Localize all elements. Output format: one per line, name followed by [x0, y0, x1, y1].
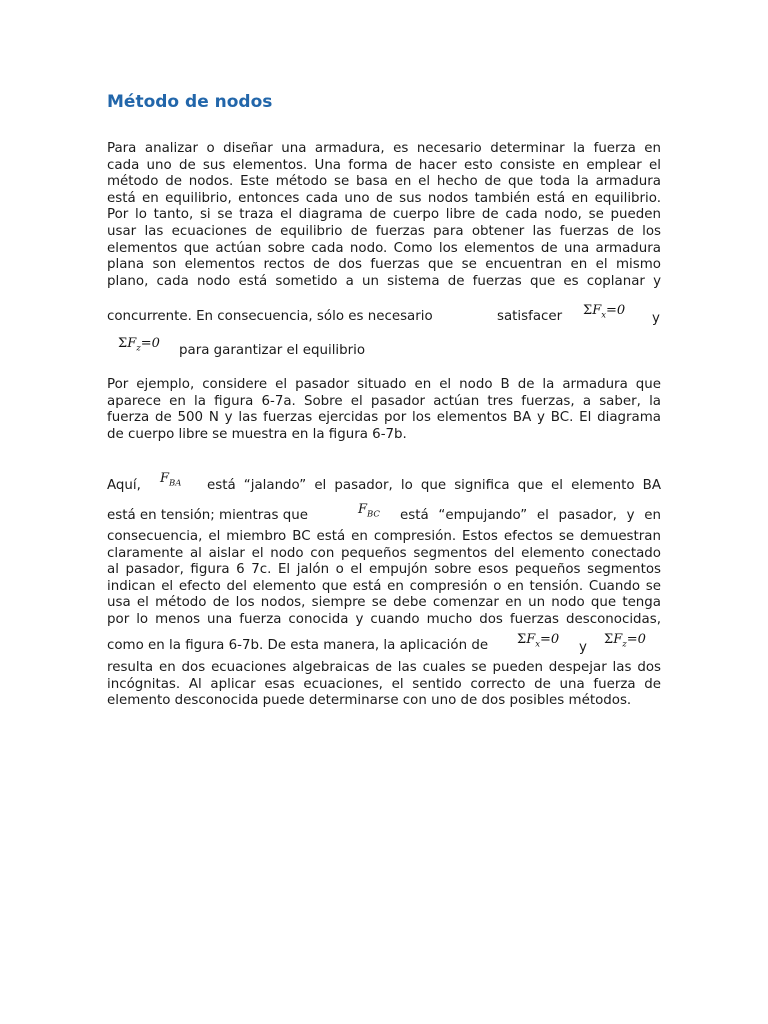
p2-line-2: aparece en la figura 6-7a. Sobre el pasador actúan tres fuerzas, a saber, la	[107, 393, 661, 409]
p3-line-1-text: está “jalando” el pasador, lo que significa que el elemento BA	[207, 478, 661, 493]
p1-line-10-text: concurrente. En consecuencia, sólo es necesario	[107, 309, 433, 324]
p1-line-4: está en equilibrio, entonces cada uno de sus nodos también está en equilibrio.	[107, 190, 661, 206]
p3-line-5: al pasador, figura 6 7c. El jalón o el empujón sobre esos pequeños segmentos	[107, 562, 661, 578]
equation-sum-fz: $\Sigma F_z=0$	[118, 336, 160, 354]
p3-aqui: Aquí,	[107, 478, 141, 493]
p1-line-5: Por lo tanto, si se traza el diagrama de cuerpo libre de cada nodo, se pueden	[107, 207, 661, 223]
paragraph-3-tail	[107, 660, 661, 710]
p1-line-2: cada uno de sus elementos. Una forma de hacer esto consiste en emplear el	[107, 157, 661, 173]
p3-line-3: consecuencia, el miembro BC está en compresión. Estos efectos se demuestran	[107, 529, 661, 544]
equation-sum-fx: $\Sigma F_x=0$	[583, 303, 626, 321]
equation-f-bc: $F_{BC}$	[358, 502, 380, 520]
equation-sum-fx-2: $\Sigma F_x=0$	[517, 632, 560, 650]
p1-satisfacer: satisfacer	[497, 309, 563, 324]
p2-line-1: Por ejemplo, considere el pasador situado en el nodo B de la armadura que	[107, 377, 661, 392]
equation-f-ba: $F_{BA}$	[160, 471, 182, 489]
p3-line-8: por lo menos una fuerza conocida y cuando mucho dos fuerzas desconocidas,	[107, 611, 661, 627]
p1-conjunction-y: y	[652, 311, 660, 326]
equation-sum-fz-2: $\Sigma F_z=0$	[604, 632, 646, 650]
paragraph-3-body	[107, 529, 661, 629]
p3-tail-line-2: incógnitas. Al aplicar esas ecuaciones, el sentido correcto de una fuerza de	[107, 676, 661, 692]
p1-line-6: usar las ecuaciones de equilibrio de fuerzas para obtener las fuerzas de los	[107, 223, 661, 239]
p2-line-4: de cuerpo libre se muestra en la figura 6-7b.	[107, 426, 407, 442]
paragraph-1	[107, 141, 661, 290]
p3-line-7: usa el método de los nodos, siempre se debe comenzar en un nodo que tenga	[107, 595, 661, 611]
paragraph-2	[107, 377, 661, 443]
p1-line-1: Para analizar o diseñar una armadura, es necesario determinar la fuerza en	[107, 141, 661, 156]
p3-line-2-text: está en tensión; mientras que	[107, 508, 308, 523]
p1-line-7: elementos que actúan sobre cada nodo. Como los elementos de una armadura	[107, 240, 661, 256]
p1-line-9: plano, cada nodo está sometido a un sistema de fuerzas que es coplanar y	[107, 273, 661, 289]
page-title: Método de nodos	[107, 92, 273, 112]
p3-tail-line-1: resulta en dos ecuaciones algebraicas de las cuales se pueden despejar las dos	[107, 660, 661, 675]
p3-line-6: indican el efecto del elemento que está en compresión o en tensión. Cuando se	[107, 578, 661, 594]
p2-line-3: fuerza de 500 N y las fuerzas ejercidas por los elementos BA y BC. El diagrama	[107, 410, 661, 426]
p3-tail-line-3: elemento desconocida puede determinarse con uno de dos posibles métodos.	[107, 693, 632, 709]
p3-line-9-text: como en la figura 6-7b. De esta manera, la aplicación de	[107, 638, 489, 653]
p1-line-11-text: para garantizar el equilibrio	[179, 343, 366, 358]
p1-line-8: plana son elementos rectos de dos fuerzas que se encuentran en el mismo	[107, 257, 661, 273]
p3-conjunction-y: y	[579, 640, 587, 655]
p1-line-3: método de nodos. Este método se basa en el hecho de que toda la armadura	[107, 174, 661, 190]
p3-line-2-rest: está “empujando” el pasador, y en	[400, 508, 661, 523]
p3-line-4: claramente al aislar el nodo con pequeños segmentos del elemento conectado	[107, 545, 661, 561]
